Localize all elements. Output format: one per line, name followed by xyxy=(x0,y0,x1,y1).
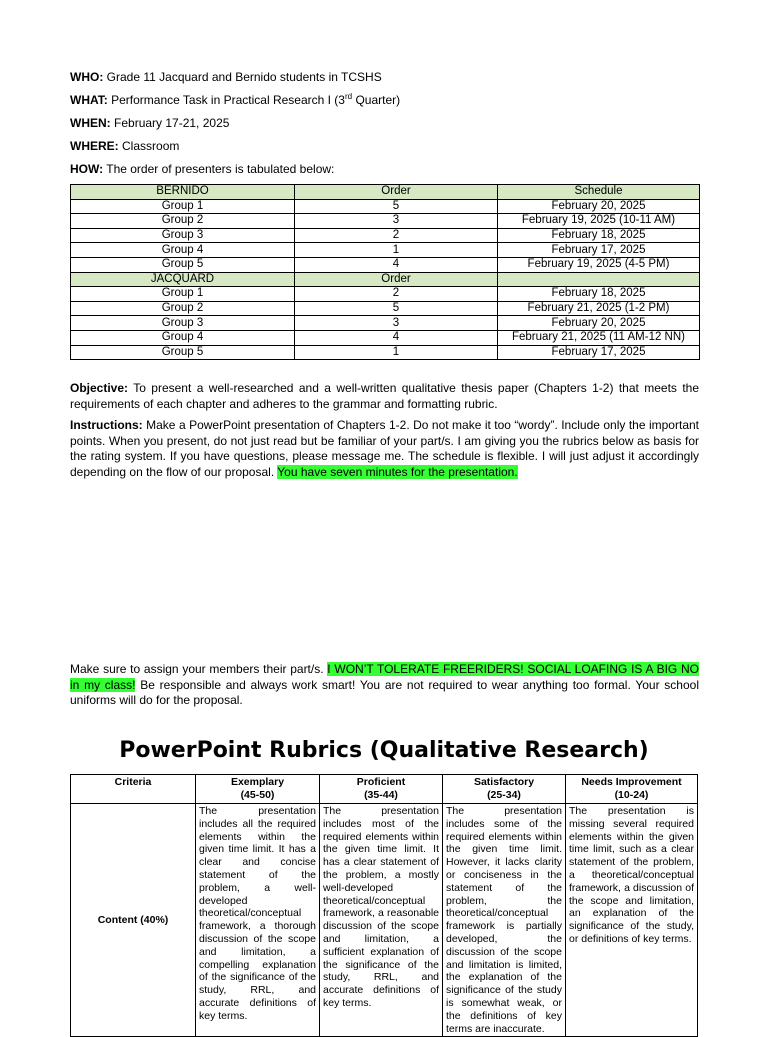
rubric-table xyxy=(70,774,698,1037)
schedule-cell: February 21, 2025 (1-2 PM) xyxy=(498,301,700,316)
group-cell: Group 4 xyxy=(71,330,295,345)
column-range: (25-34) xyxy=(487,789,521,801)
schedule-cell: February 19, 2025 (10-11 AM) xyxy=(498,214,700,229)
schedule-cell: February 20, 2025 xyxy=(498,199,700,214)
how-line xyxy=(70,162,334,176)
table-row xyxy=(71,199,700,214)
how-value: The order of presenters is tabulated below: xyxy=(106,162,335,176)
order-cell: 3 xyxy=(295,316,498,331)
who-line xyxy=(70,70,382,84)
schedule-cell: February 18, 2025 xyxy=(498,287,700,302)
order-cell: 2 xyxy=(295,228,498,243)
rubric-header-row xyxy=(71,775,698,804)
objective-label: Objective: xyxy=(70,381,129,395)
table-row xyxy=(71,243,700,258)
what-line xyxy=(70,93,400,107)
rubric-header-cell xyxy=(443,775,566,804)
table-row xyxy=(71,345,700,360)
table-row xyxy=(71,214,700,229)
column-range: (35-44) xyxy=(364,789,398,801)
schedule-cell: February 18, 2025 xyxy=(498,228,700,243)
header-cell: BERNIDO xyxy=(71,185,295,200)
group-cell: Group 2 xyxy=(71,301,295,316)
header-cell: Order xyxy=(295,272,498,287)
group-cell: Group 3 xyxy=(71,316,295,331)
order-cell: 3 xyxy=(295,214,498,229)
what-value-post: Quarter) xyxy=(352,93,401,107)
table-row xyxy=(71,287,700,302)
order-cell: 5 xyxy=(295,301,498,316)
freeriders-highlight: I WON’T TOLERATE FREERIDERS! SOCIAL LOAFING IS A BIG NO in my class! xyxy=(70,662,699,692)
table-row xyxy=(71,257,700,272)
where-label: WHERE: xyxy=(70,139,119,153)
header-cell: JACQUARD xyxy=(71,272,295,287)
where-value: Classroom xyxy=(122,139,180,153)
order-cell: 2 xyxy=(295,287,498,302)
schedule-cell: February 21, 2025 (11 AM-12 NN) xyxy=(498,330,700,345)
order-cell: 1 xyxy=(295,243,498,258)
instructions-label: Instructions: xyxy=(70,418,143,432)
group-cell: Group 2 xyxy=(71,214,295,229)
order-cell: 4 xyxy=(295,257,498,272)
group-cell: Group 4 xyxy=(71,243,295,258)
reminder-paragraph xyxy=(70,662,699,709)
schedule-cell: February 17, 2025 xyxy=(498,345,700,360)
when-value: February 17-21, 2025 xyxy=(114,116,230,130)
what-label: WHAT: xyxy=(70,93,108,107)
group-cell: Group 1 xyxy=(71,199,295,214)
table-row xyxy=(71,316,700,331)
objective-paragraph xyxy=(70,381,699,412)
criteria-cell: Content (40%) xyxy=(71,804,196,1037)
group-cell: Group 3 xyxy=(71,228,295,243)
where-line xyxy=(70,139,179,153)
rubric-header-cell xyxy=(566,775,698,804)
when-line xyxy=(70,116,229,130)
order-cell: 4 xyxy=(295,330,498,345)
who-value: Grade 11 Jacquard and Bernido students in TCSHS xyxy=(106,70,382,84)
table-row xyxy=(71,301,700,316)
schedule-cell: February 20, 2025 xyxy=(498,316,700,331)
schedule-cell: February 17, 2025 xyxy=(498,243,700,258)
what-superscript: rd xyxy=(344,92,353,101)
instructions-text: Make a PowerPoint presentation of Chapters 1-2. Do not make it too “wordy”. Include only the important points. When you present, do not just read but be familiar of your part/s. I am giving you the rubrics below as basis for the rating system. If you have questions, please message me. The schedule is flexible. I will just adjust it accordingly depending on the flow of our proposal. xyxy=(70,418,699,480)
column-name: Exemplary xyxy=(230,776,285,788)
rubric-header-cell xyxy=(196,775,320,804)
time-limit-highlight: You have seven minutes for the presentation. xyxy=(277,465,518,480)
what-value-pre: Performance Task in Practical Research I (3 xyxy=(111,93,345,107)
exemplary-cell: The presentation includes all the required elements within the given time limit. It has a clear and concise statement of the problem, a well-developed theoretical/conceptual framework, a thorough discussion of the scope and limitation, a compelling explanation of the significance of the study, RRL, and accurate definitions of key terms. xyxy=(196,804,320,1037)
column-name: Criteria xyxy=(114,776,152,788)
instructions-paragraph xyxy=(70,418,699,481)
schedule-cell: February 19, 2025 (4-5 PM) xyxy=(498,257,700,272)
rubric-header-cell xyxy=(320,775,443,804)
objective-text: To present a well-researched and a well-written qualitative thesis paper (Chapters 1-2) that meets the requirements of each chapter and adheres to the grammar and formatting rubric. xyxy=(70,381,700,411)
reminder-text: Make sure to assign your members their part/s. xyxy=(70,662,324,676)
group-cell: Group 5 xyxy=(71,257,295,272)
satisfactory-cell: The presentation includes some of the required elements within the given time limit. However, it lacks clarity or conciseness in the statement of the problem, the theoretical/conceptual framework is partially developed, the discussion of the scope and limitation is limited, the explanation of the significance of the study is somewhat weak, or the definitions of key terms are inaccurate. xyxy=(443,804,566,1037)
table-row xyxy=(71,228,700,243)
rubric-content-row xyxy=(71,804,698,1037)
who-label: WHO: xyxy=(70,70,104,84)
needs-improvement-cell: The presentation is missing several required elements within the given time limit, such as a clear statement of the problem, a theoretical/conceptual framework, a discussion of the scope and limitation, an explanation of the significance of the study, or definitions of key terms. xyxy=(566,804,698,1037)
column-range: (10-24) xyxy=(614,789,649,801)
order-cell: 1 xyxy=(295,345,498,360)
bernido-header-row xyxy=(71,185,700,200)
group-cell: Group 5 xyxy=(71,345,295,360)
reminder-text-after: Be responsible and always work smart! You are not required to wear anything too formal. Your school uniforms will do for the proposal. xyxy=(70,677,699,708)
header-cell xyxy=(498,272,700,287)
schedule-table xyxy=(70,184,700,360)
column-name: Needs Improvement xyxy=(581,776,682,788)
column-range: (45-50) xyxy=(240,789,275,801)
jacquard-header-row xyxy=(71,272,700,287)
header-cell: Schedule xyxy=(498,185,700,200)
table-row xyxy=(71,330,700,345)
rubric-title: PowerPoint Rubrics (Qualitative Research) xyxy=(119,738,649,763)
proficient-cell: The presentation includes most of the required elements within the given time limit. It has a clear statement of the problem, a mostly well-developed theoretical/conceptual framework, a reasonable discussion of the scope and limitation, a sufficient explanation of the significance of the study, RRL, and accurate definitions of key terms. xyxy=(320,804,443,1037)
rubric-header-cell xyxy=(71,775,196,804)
when-label: WHEN: xyxy=(70,116,111,130)
group-cell: Group 1 xyxy=(71,287,295,302)
column-name: Proficient xyxy=(356,776,406,788)
header-cell: Order xyxy=(295,185,498,200)
order-cell: 5 xyxy=(295,199,498,214)
how-label: HOW: xyxy=(70,162,104,176)
column-name: Satisfactory xyxy=(473,776,535,788)
